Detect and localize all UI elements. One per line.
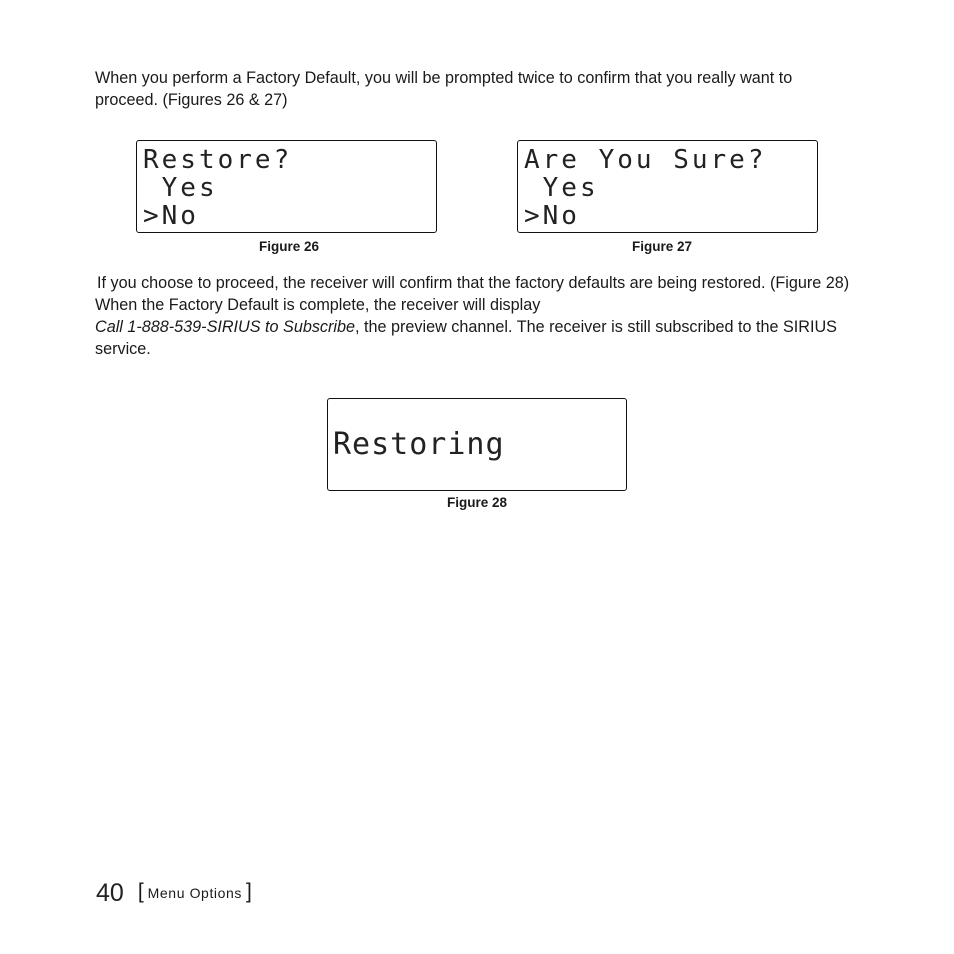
lcd-26-screen (137, 141, 437, 233)
intro-paragraph: When you perform a Factory Default, you will be prompted twice to confirm that you really want to proceed. (Figures 26 & 27) (95, 69, 793, 109)
page-number: 40 (96, 879, 124, 907)
body-text-part-1: If you choose to proceed, the receiver will confirm that the factory defaults are being restored. (Figure 28) When the Factory Default is complete, the receiver will display (95, 274, 850, 314)
section-close-bracket: ] (246, 880, 252, 903)
body-text-italic-phone: Call 1-888-539-SIRIUS to Subscribe (95, 318, 356, 336)
body-text-part-2: , the preview channel. The receiver is still subscribed to the SIRIUS service. (95, 318, 837, 358)
lcd-27-screen (518, 141, 818, 233)
lcd-28-screen (328, 399, 627, 491)
figure-28-caption: Figure 28 (446, 495, 508, 510)
lcd-27-line-2: Yes (524, 173, 599, 203)
figure-26-lcd-display (136, 140, 437, 233)
lcd-26-line-1: Restore? (143, 145, 293, 175)
body-paragraph (95, 272, 875, 360)
lcd-27-line-3: >No (524, 201, 580, 231)
lcd-28-line-1: Restoring (333, 427, 505, 462)
figure-26-caption: Figure 26 (258, 239, 320, 254)
figure-28-lcd-display (327, 398, 627, 491)
section-open-bracket: [ (137, 880, 144, 903)
lcd-26-line-2: Yes (143, 173, 218, 203)
figure-27-caption: Figure 27 (631, 239, 693, 254)
lcd-27-line-1: Are You Sure? (524, 145, 767, 175)
figure-27-lcd-display (517, 140, 818, 233)
lcd-26-line-3: >No (143, 201, 199, 231)
page-footer (96, 879, 252, 908)
section-label: Menu Options (147, 885, 243, 901)
